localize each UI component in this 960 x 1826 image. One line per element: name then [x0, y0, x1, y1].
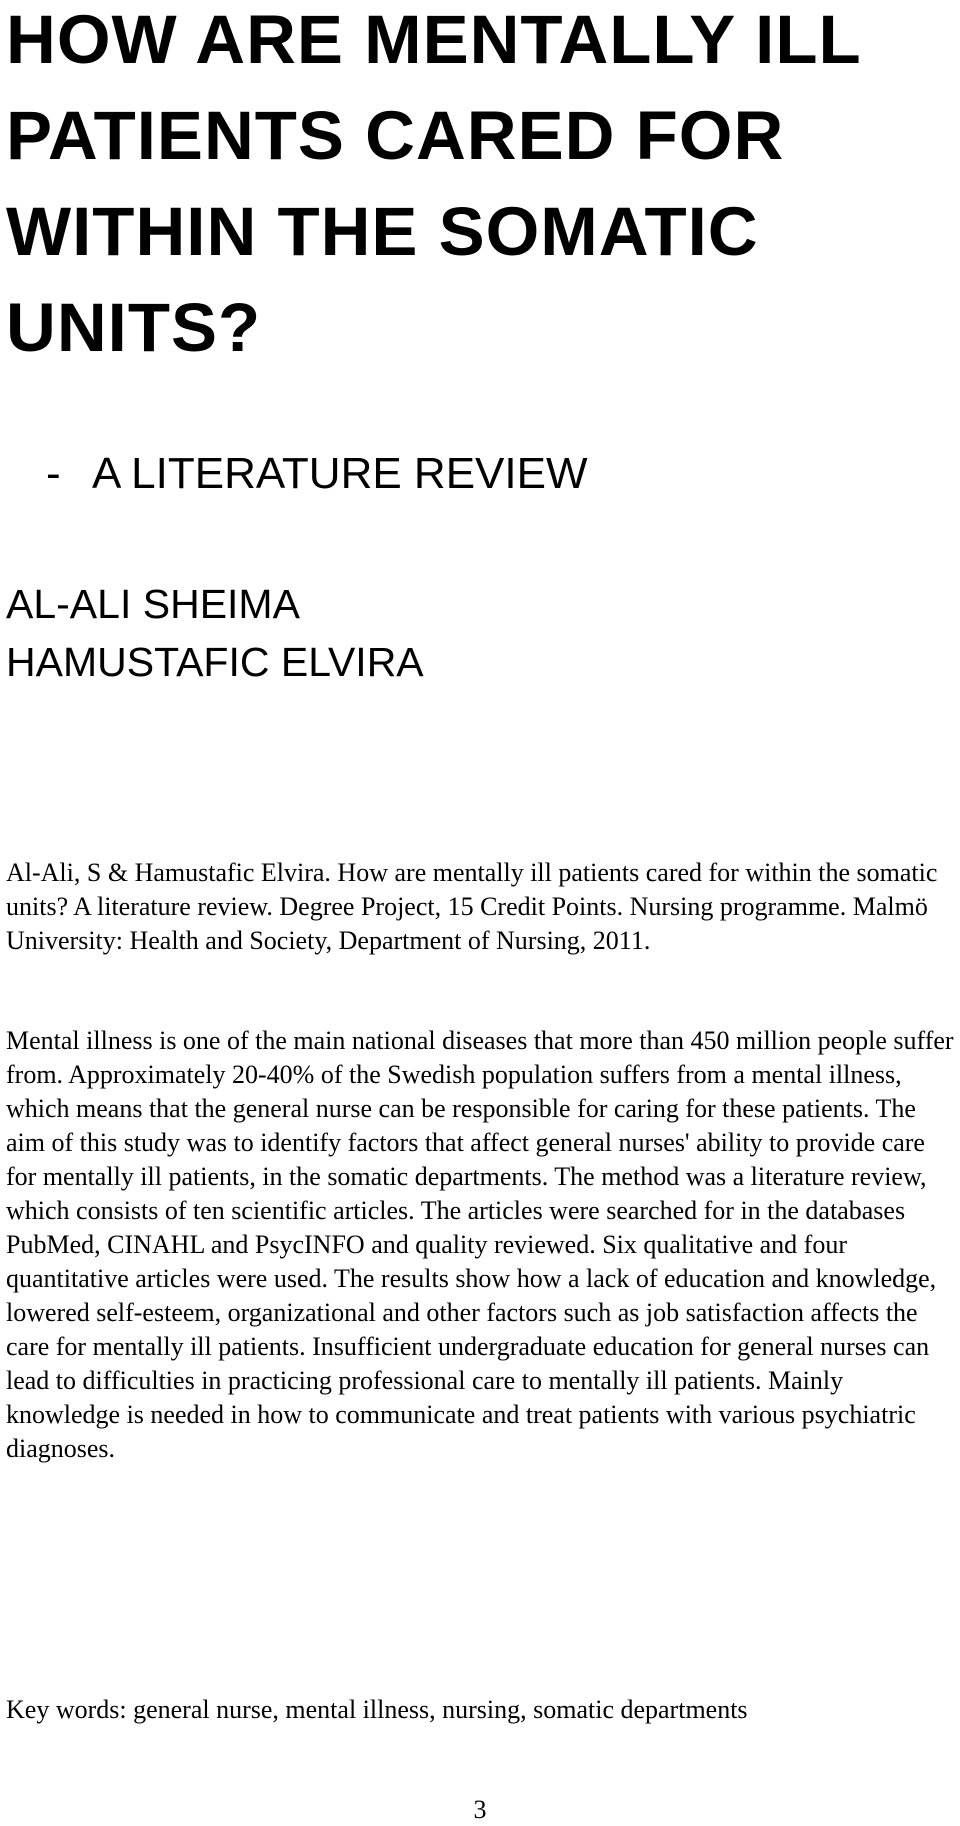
author-name: AL-ALI SHEIMA [6, 581, 300, 627]
keywords-line: Key words: general nurse, mental illness, nursing, somatic departments [6, 1695, 748, 1724]
page-number: 3 [473, 1795, 487, 1824]
document-subtitle [46, 446, 588, 502]
author-list [6, 575, 424, 691]
subtitle-text: A LITERATURE REVIEW [92, 449, 588, 498]
citation-paragraph: Al-Ali, S & Hamustafic Elvira. How are mentally ill patients cared for within the somatic units? A literature review. Degree Project, 15 Credit Points. Nursing programme. Malmö University: Health and Society, Department of Nursing, 2011. [6, 858, 938, 955]
document-title: HOW ARE MENTALLY ILL PATIENTS CARED FOR WITHIN THE SOMATIC UNITS? [6, 1, 861, 366]
abstract-paragraph: Mental illness is one of the main national diseases that more than 450 million people suffer from. Approximately 20-40% of the Swedish population suffers from a mental illness, which means that the general nurse can be responsible for caring for these patients. The aim of this study was to identify factors that affect general nurses' ability to provide care for mentally ill patients, in the somatic departments. The method was a literature review, which consists of ten scientific articles. The articles were searched for in the databases PubMed, CINAHL and PsycINFO and quality reviewed. Six qualitative and four quantitative articles were used. The results show how a lack of education and knowledge, lowered self-esteem, organizational and other factors such as job satisfaction affects the care for mentally ill patients. Insufficient undergraduate education for general nurses can lead to difficulties in practicing professional care to mentally ill patients. Mainly knowledge is needed in how to communicate and treat patients with various psychiatric diagnoses. [6, 1026, 954, 1463]
author-name: HAMUSTAFIC ELVIRA [6, 639, 424, 685]
subtitle-dash: - [46, 449, 61, 498]
